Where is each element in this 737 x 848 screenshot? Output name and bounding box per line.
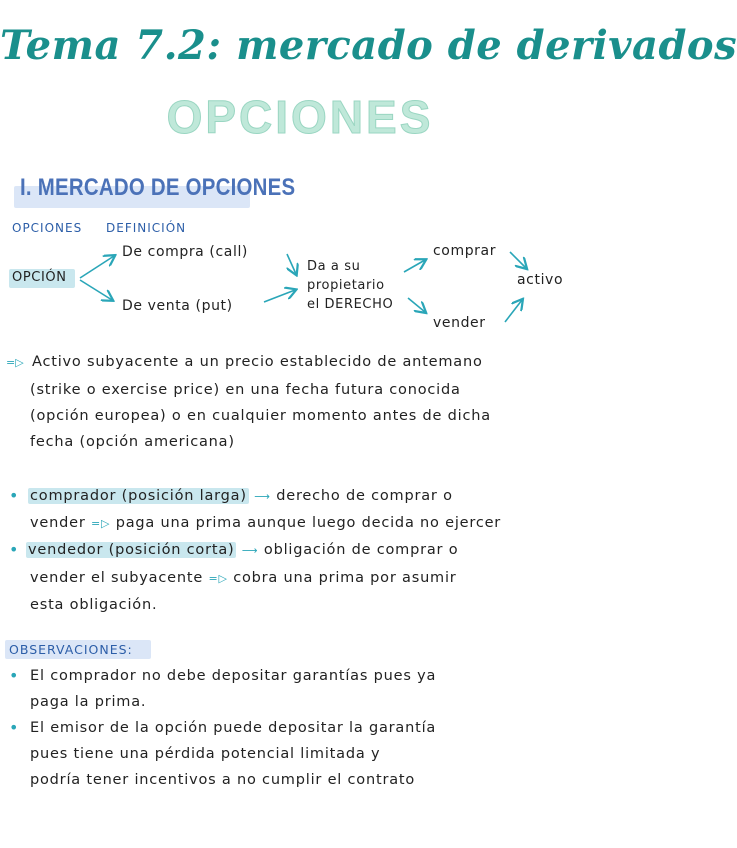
page-title: Tema 7.2: mercado de derivados bbox=[0, 22, 737, 69]
vendedor-line3: esta obligación. bbox=[30, 597, 158, 613]
vendedor-line2-a: vender el subyacente bbox=[30, 570, 204, 586]
diagram-put: De venta (put) bbox=[122, 298, 233, 314]
vendedor-line2-b: cobra una prima por asumir bbox=[233, 570, 457, 586]
observaciones-label: OBSERVACIONES: bbox=[9, 642, 133, 657]
section-heading: I. MERCADO DE OPCIONES bbox=[20, 174, 296, 201]
bullet-icon: • bbox=[9, 486, 19, 505]
observacion-line: El emisor de la opción puede depositar la garantía bbox=[30, 720, 437, 736]
arrow-call-middle bbox=[287, 254, 296, 274]
diagram-middle-2: propietario bbox=[307, 278, 385, 293]
observacion-line: El comprador no debe depositar garantías pues ya bbox=[30, 668, 437, 684]
definition-line: Activo subyacente a un precio establecido de antemano bbox=[32, 354, 483, 370]
implies-icon: =▷ bbox=[208, 572, 228, 585]
vendedor-line2 bbox=[30, 570, 457, 586]
arrow-middle-comprar bbox=[404, 260, 425, 272]
bullet-icon: • bbox=[9, 540, 19, 559]
right-arrow-icon: ⟶ bbox=[254, 490, 271, 503]
diagram-header-right: DEFINICIÓN bbox=[106, 221, 187, 235]
observacion-line: paga la prima. bbox=[30, 694, 147, 710]
observacion-line: podría tener incentivos a no cumplir el contrato bbox=[30, 772, 416, 788]
diagram-activo: activo bbox=[517, 272, 564, 288]
bullet-icon: • bbox=[9, 666, 19, 685]
arrow-middle-vender bbox=[408, 298, 425, 312]
arrow-comprar-activo bbox=[510, 252, 526, 268]
diagram-header-left: OPCIONES bbox=[12, 221, 83, 235]
diagram-vender: vender bbox=[433, 315, 486, 331]
comprador-label: comprador (posición larga) bbox=[30, 488, 247, 504]
comprador-line2-a: vender bbox=[30, 515, 86, 531]
implies-icon: =▷ bbox=[6, 356, 24, 369]
arrow-put-middle bbox=[264, 290, 295, 302]
vendedor-label: vendedor (posición corta) bbox=[28, 542, 235, 558]
observacion-line: pues tiene una pérdida potencial limitada y bbox=[30, 746, 381, 762]
comprador-rest: derecho de comprar o bbox=[276, 488, 453, 504]
diagram-middle-1: Da a su bbox=[307, 259, 361, 274]
vendedor-row bbox=[26, 542, 458, 558]
diagram-comprar: comprar bbox=[433, 243, 497, 259]
bullet-icon: • bbox=[9, 718, 19, 737]
definition-line: (strike o exercise price) en una fecha futura conocida bbox=[30, 382, 461, 398]
diagram-call: De compra (call) bbox=[122, 244, 248, 260]
definition-line: fecha (opción americana) bbox=[30, 434, 235, 450]
diagram-root: OPCIÓN bbox=[12, 270, 67, 285]
vendedor-rest: obligación de comprar o bbox=[263, 542, 459, 558]
arrow-root-call bbox=[80, 256, 114, 278]
comprador-row bbox=[28, 488, 453, 504]
definition-line: (opción europea) o en cualquier momento antes de dicha bbox=[30, 408, 491, 424]
page-subtitle: OPCIONES bbox=[166, 91, 434, 143]
implies-icon: =▷ bbox=[91, 517, 111, 530]
arrow-root-put bbox=[80, 280, 112, 300]
diagram-middle-3: el DERECHO bbox=[307, 297, 394, 312]
comprador-line2-b: paga una prima aunque luego decida no ejercer bbox=[115, 515, 502, 531]
right-arrow-icon: ⟶ bbox=[241, 544, 259, 557]
arrow-vender-activo bbox=[505, 300, 522, 322]
comprador-line2 bbox=[30, 515, 501, 531]
